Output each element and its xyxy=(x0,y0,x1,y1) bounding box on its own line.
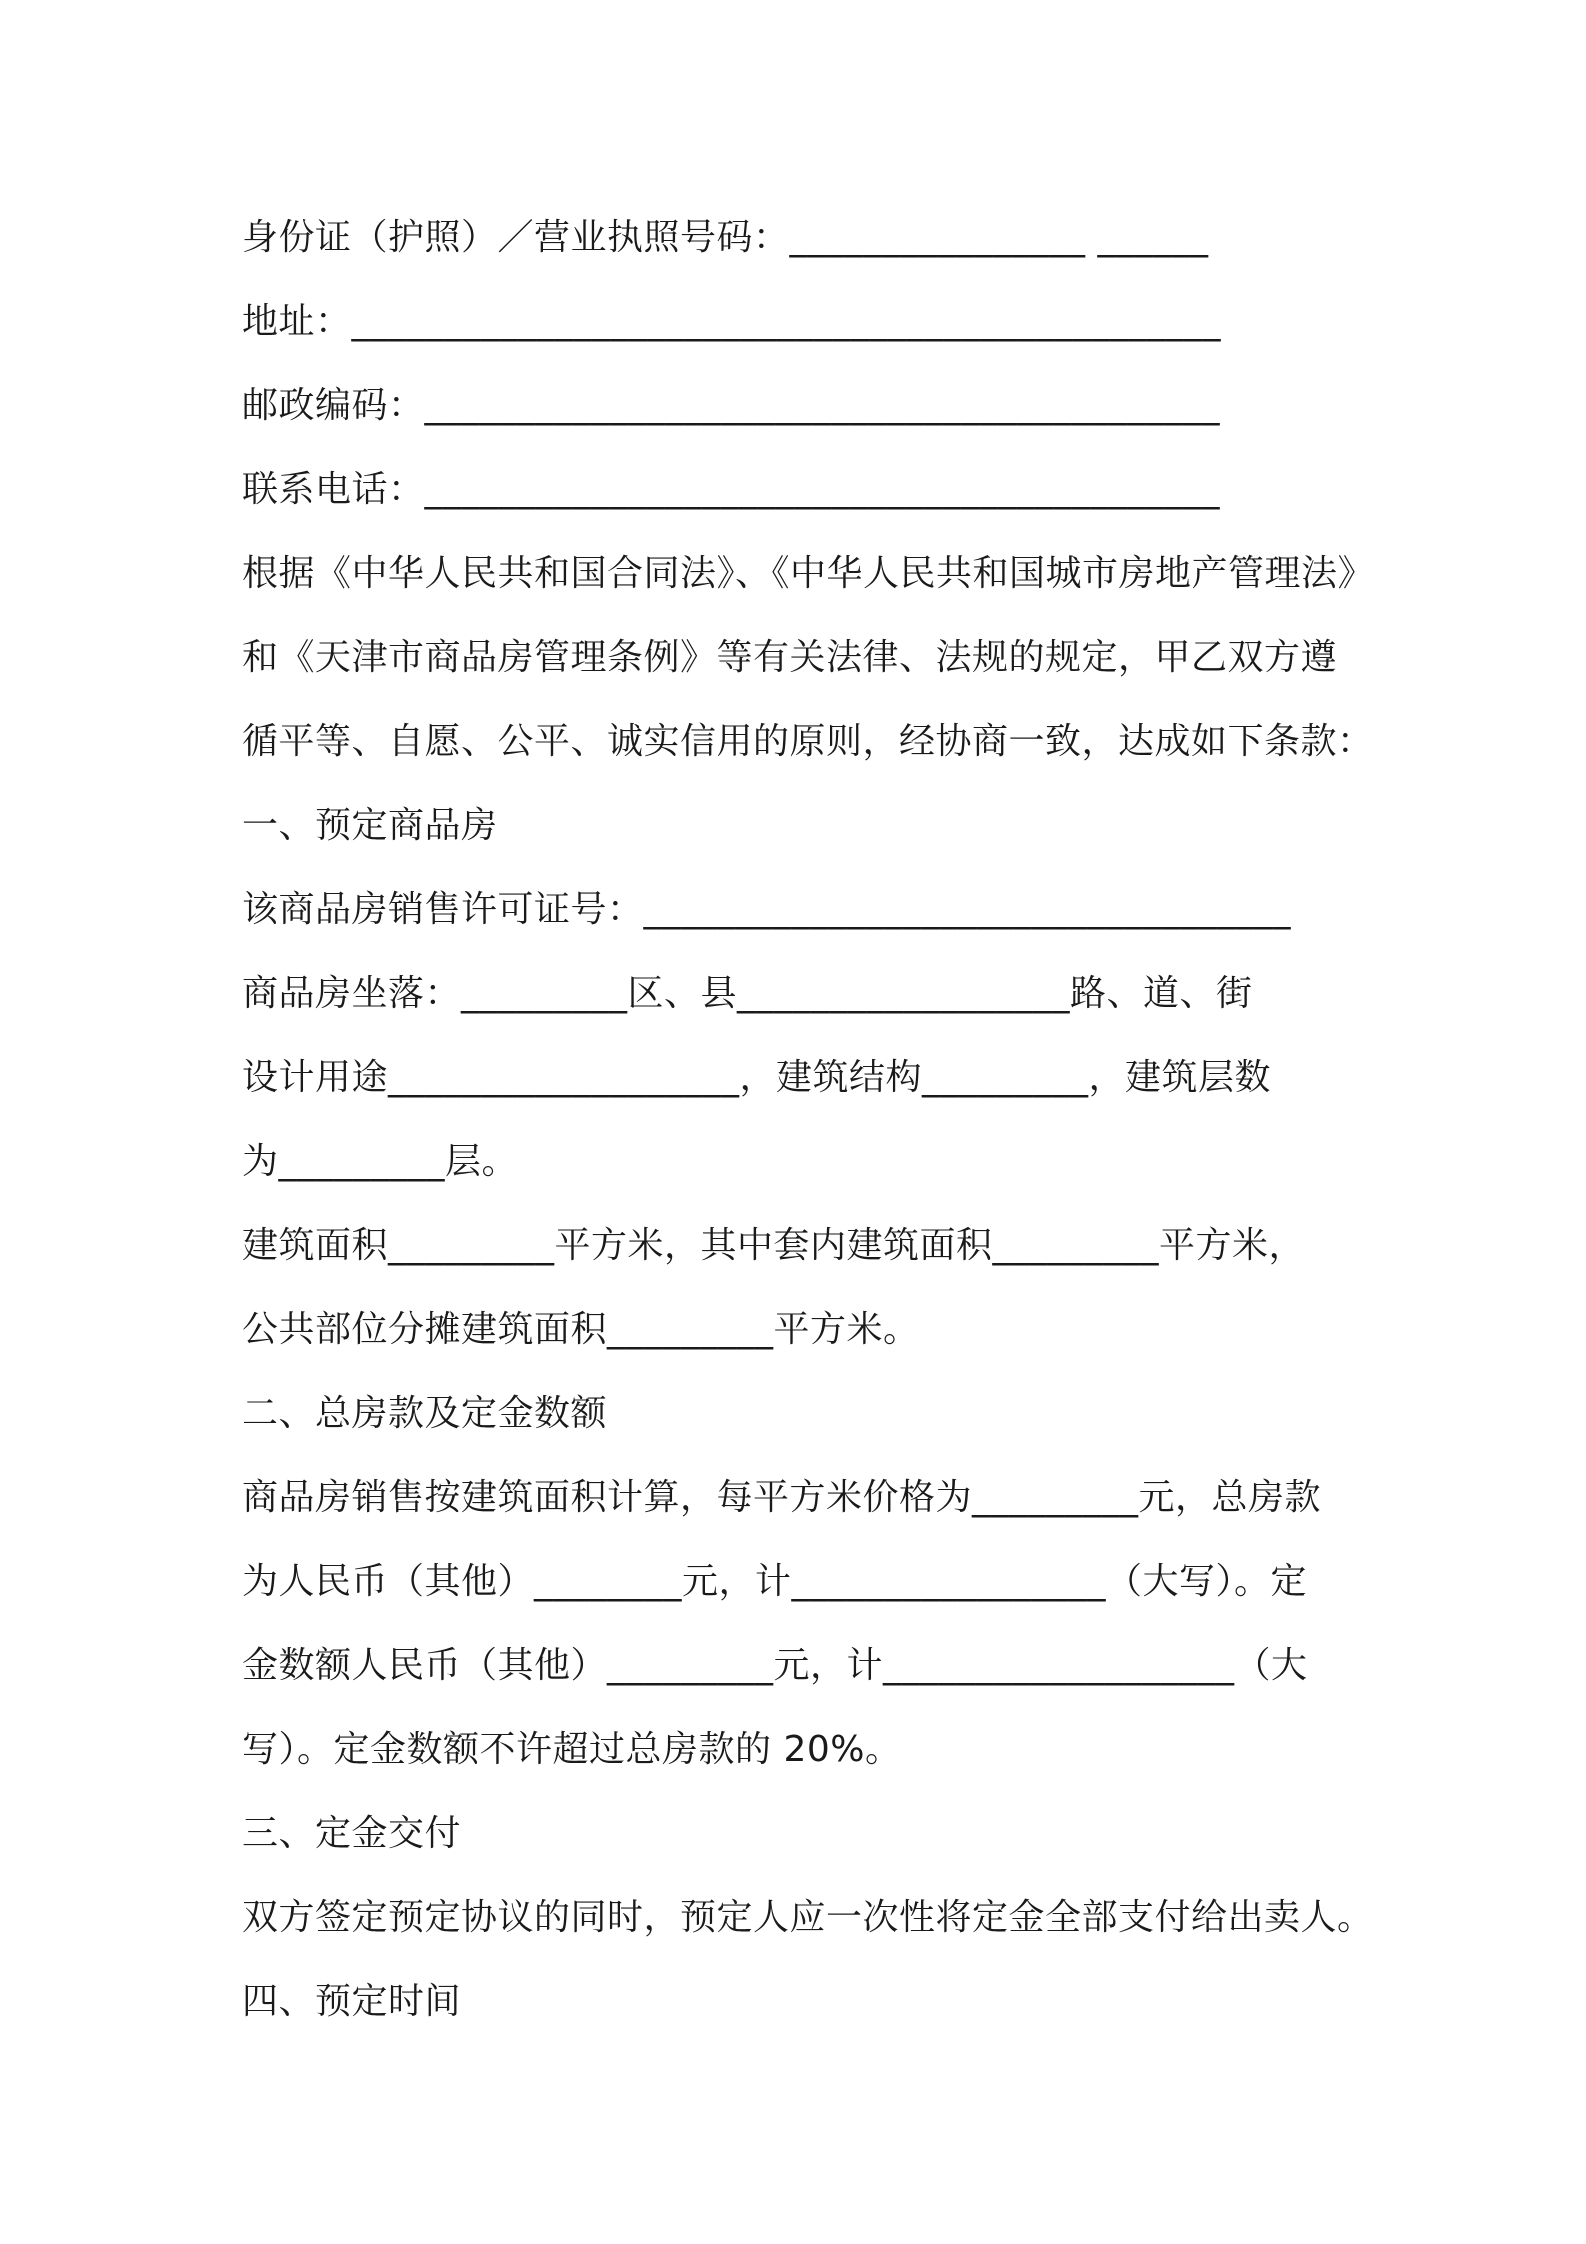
section-heading-1: 一、预定商品房 xyxy=(242,805,498,846)
postal-code-line: 邮政编码：___________________________________________ xyxy=(242,385,1221,426)
section-heading-3: 三、定金交付 xyxy=(242,1813,462,1854)
price-line-2: 为人民币（其他）________元，计_________________（大写）。定 xyxy=(242,1561,1308,1602)
preamble-line-2: 和《天津市商品房管理条例》等有关法律、法规的规定，甲乙双方遵 xyxy=(242,637,1338,678)
phone-line: 联系电话：___________________________________________ xyxy=(242,469,1221,510)
location-line: 商品房坐落：_________区、县__________________路、道、街 xyxy=(242,973,1253,1014)
preamble-line-3: 循平等、自愿、公平、诚实信用的原则，经协商一致，达成如下条款： xyxy=(242,721,1374,762)
design-use-line: 设计用途___________________，建筑结构_________，建筑层数 xyxy=(242,1057,1272,1098)
price-line-1: 商品房销售按建筑面积计算，每平方米价格为_________元，总房款 xyxy=(242,1477,1322,1518)
preamble-line-1: 根据《中华人民共和国合同法》、《中华人民共和国城市房地产管理法》 xyxy=(242,553,1375,594)
floors-line: 为_________层。 xyxy=(242,1141,519,1182)
price-line-4: 写）。定金数额不许超过总房款的 20%。 xyxy=(242,1729,902,1770)
section-heading-4: 四、预定时间 xyxy=(242,1981,462,2022)
area-line-1: 建筑面积_________平方米，其中套内建筑面积_________平方米， xyxy=(242,1225,1306,1266)
price-line-3: 金数额人民币（其他）_________元，计___________________（大 xyxy=(242,1645,1308,1686)
id-number-line: 身份证（护照）／营业执照号码：________________ ______ xyxy=(242,217,1209,258)
document-body xyxy=(242,196,1375,2044)
license-number-line: 该商品房销售许可证号：___________________________________ xyxy=(242,889,1292,930)
address-line: 地址：_______________________________________________ xyxy=(242,301,1222,342)
area-line-2: 公共部位分摊建筑面积_________平方米。 xyxy=(242,1309,920,1350)
section-heading-2: 二、总房款及定金数额 xyxy=(242,1393,608,1434)
deposit-payment-line: 双方签定预定协议的同时，预定人应一次性将定金全部支付给出卖人。 xyxy=(242,1897,1374,1938)
